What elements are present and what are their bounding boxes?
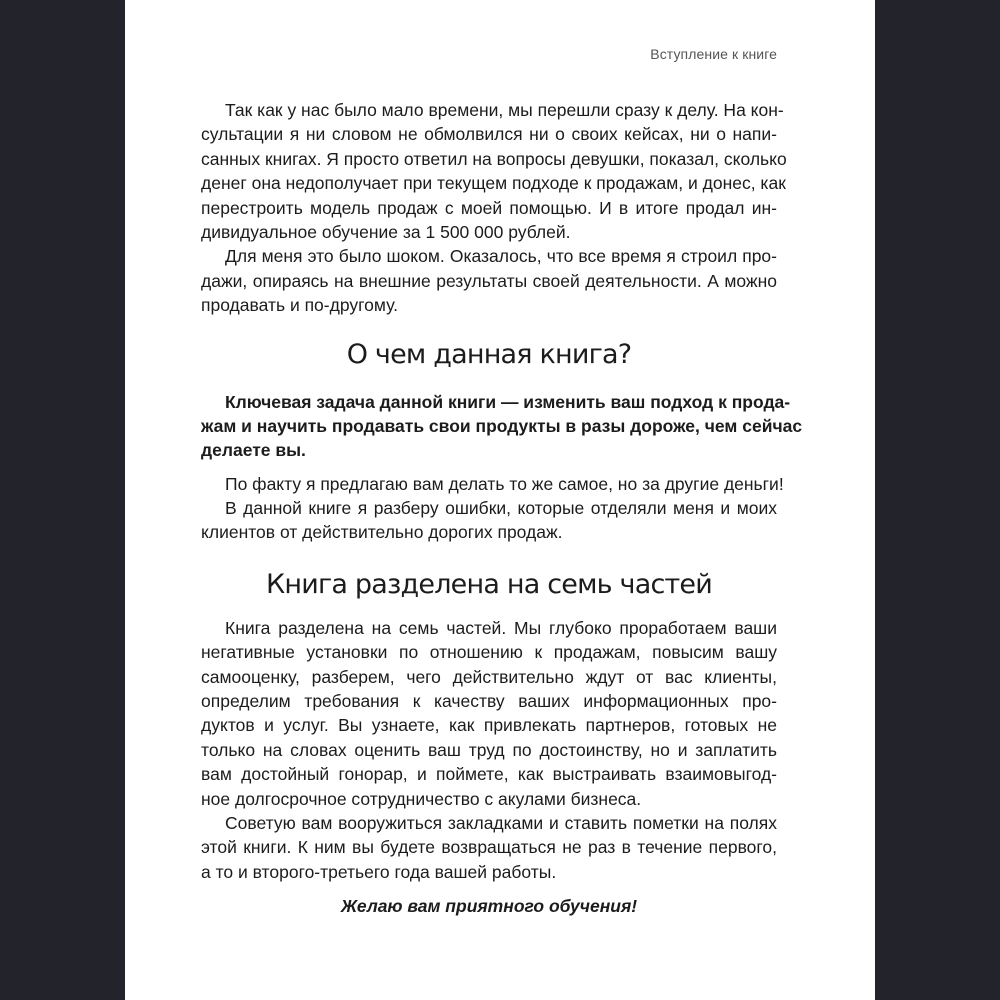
text-line: определим требования к качеству ваших информационных про- [201,691,777,712]
text-line: клиентов от действительно дорогих продаж. [201,522,563,543]
text-line: дивидуальное обучение за 1 500 000 рублей. [201,221,571,242]
text-line: жам и научить продавать свои продукты в разы дороже, чем сейчас [201,415,803,436]
text-line: В данной книге я разберу ошибки, которые отделяли меня и моих [225,498,777,519]
text-line: Советую вам вооружиться закладками и ставить пометки на полях [225,812,777,833]
body-text [201,98,803,918]
paragraph-1 [201,98,787,244]
text-line: Для меня это было шоком. Оказалось, что все время я строил прo- [225,246,777,267]
text-line: Книга разделена на семь частей. Мы глубоко проработаем ваши [225,617,777,638]
text-line: продавать и по-другому. [201,295,398,316]
paragraph-4 [201,472,784,496]
text-line: сультации я ни словом не обмолвился ни о своих кейсах, ни о напи- [201,124,777,145]
paragraph-5 [201,496,777,545]
section-heading-about-book: О чем данная книга? [346,338,632,370]
text-line: дажи, опираясь на внешние результаты своей деятельности. А можно [201,270,777,291]
paragraph-2 [201,244,777,317]
text-line: Так как у нас было мало времени, мы перешли сразу к делу. На кон- [225,100,784,120]
section-heading-seven-parts: Книга разделена на семь частей [266,568,712,600]
text-line: а то и второго-третьего года вашей работы. [201,861,557,882]
text-line: дуктов и услуг. Вы узнаете, как привлекать партнеров, готовых не [201,715,777,736]
running-header: Вступление к книге [650,46,777,62]
text-line: делаете вы. [201,440,306,461]
text-line: денег она недополучает при текущем подходе к продажам, и донес, как [201,173,786,194]
closing-line: Желаю вам приятного обучения! [340,896,638,917]
text-line: негативные установки по отношению к продажам, повысим вашу [201,642,777,663]
book-page [125,0,875,1000]
text-line: только на словах оценить ваш труд по достоинству, но и заплатить [201,739,777,760]
text-line: ное долгосрочное сотрудничество с акулами бизнеса. [201,788,642,809]
text-line: перестроить модель продаж с моей помощью. И в итоге продал ин- [201,197,777,218]
text-line: санных книгах. Я просто ответил на вопросы девушки, показал, сколько [201,148,787,169]
paragraph-key-task [201,390,803,463]
text-line: По факту я предлагаю вам делать то же самое, но за другие деньги! [225,473,784,494]
paragraph-7 [201,811,777,884]
text-line: вам достойный гонорар, и поймете, как выстраивать взаимовыгод- [201,764,777,785]
text-line: Ключевая задача данной книги — изменить ваш подход к прода- [225,391,791,412]
text-line: самооценку, разберем, чего действительно ждут от вас клиенты, [201,666,777,687]
paragraph-6 [201,616,777,811]
text-line: этой книги. К ним вы будете возвращаться не раз в течение первого, [201,837,777,858]
